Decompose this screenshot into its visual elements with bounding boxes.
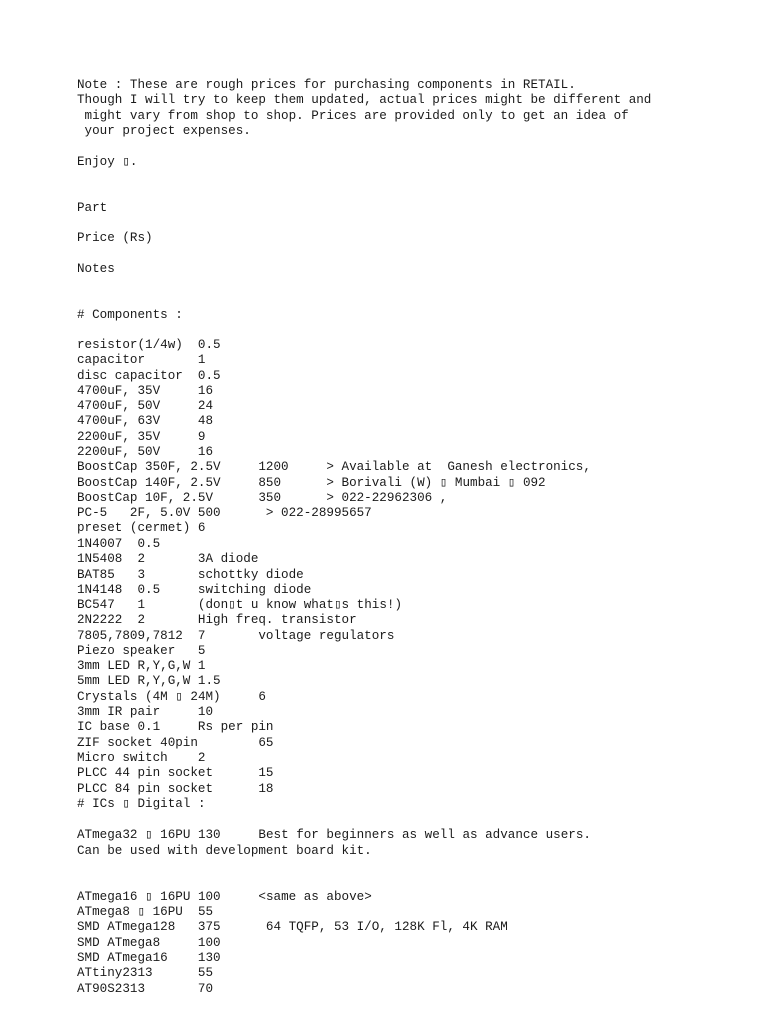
list-item: SMD ATmega8 100: [77, 936, 221, 950]
list-item: BC547 1 (don▯t u know what▯s this!): [77, 598, 403, 612]
list-item: 7805,7809,7812 7 voltage regulators: [77, 629, 395, 643]
header-notes: Notes: [77, 262, 115, 276]
list-item: resistor(1/4w) 0.5: [77, 338, 221, 352]
list-item: 4700uF, 63V 48: [77, 414, 214, 428]
note-line-1: Note : These are rough prices for purchasing components in RETAIL.: [77, 78, 576, 92]
list-item: 2200uF, 35V 9: [77, 430, 206, 444]
list-item: BAT85 3 schottky diode: [77, 568, 304, 582]
list-item: PLCC 84 pin socket 18: [77, 782, 274, 796]
list-item: 3mm IR pair 10: [77, 705, 214, 719]
list-item: IC base 0.1 Rs per pin: [77, 720, 274, 734]
list-item: capacitor 1: [77, 353, 206, 367]
note-line-4: your project expenses.: [77, 124, 251, 138]
list-item: 4700uF, 35V 16: [77, 384, 214, 398]
list-item-note: Can be used with development board kit.: [77, 844, 372, 858]
note-line-3: might vary from shop to shop. Prices are provided only to get an idea of: [77, 109, 629, 123]
list-item: disc capacitor 0.5: [77, 369, 221, 383]
list-item: SMD ATmega16 130: [77, 951, 221, 965]
list-item: 5mm LED R,Y,G,W 1.5: [77, 674, 221, 688]
header-price: Price (Rs): [77, 231, 153, 245]
list-item: BoostCap 140F, 2.5V 850 > Borivali (W) ▯ Mumbai ▯ 092: [77, 476, 546, 490]
list-item: 3mm LED R,Y,G,W 1: [77, 659, 206, 673]
list-item: ZIF socket 40pin 65: [77, 736, 274, 750]
list-item: PC-5 2F, 5.0V 500 > 022-28995657: [77, 506, 372, 520]
list-item: PLCC 44 pin socket 15: [77, 766, 274, 780]
list-item: ATmega32 ▯ 16PU 130 Best for beginners as well as advance users.: [77, 828, 591, 842]
list-item: Crystals (4M ▯ 24M) 6: [77, 690, 266, 704]
list-item: 2200uF, 50V 16: [77, 445, 214, 459]
list-item: BoostCap 10F, 2.5V 350 > 022-22962306 ,: [77, 491, 448, 505]
list-item: SMD ATmega128 375 64 TQFP, 53 I/O, 128K Fl, 4K RAM: [77, 920, 508, 934]
section-heading-components: # Components :: [77, 308, 183, 322]
list-item: ATtiny2313 55: [77, 966, 214, 980]
list-item: Piezo speaker 5: [77, 644, 206, 658]
list-item: Micro switch 2: [77, 751, 206, 765]
list-item: 1N5408 2 3A diode: [77, 552, 259, 566]
section-heading-ics-digital: # ICs ▯ Digital :: [77, 797, 206, 811]
list-item: 2N2222 2 High freq. transistor: [77, 613, 357, 627]
list-item: 4700uF, 50V 24: [77, 399, 214, 413]
list-item: preset (cermet) 6: [77, 521, 206, 535]
list-item: ATmega8 ▯ 16PU 55: [77, 905, 214, 919]
list-item: BoostCap 350F, 2.5V 1200 > Available at Ganesh electronics,: [77, 460, 591, 474]
list-item: ATmega16 ▯ 16PU 100 <same as above>: [77, 890, 372, 904]
list-item: 1N4007 0.5: [77, 537, 161, 551]
list-item: 1N4148 0.5 switching diode: [77, 583, 312, 597]
enjoy-line: Enjoy ▯.: [77, 155, 138, 169]
list-item: AT90S2313 70: [77, 982, 214, 996]
header-part: Part: [77, 201, 108, 215]
note-line-2: Though I will try to keep them updated, actual prices might be different and: [77, 93, 652, 107]
